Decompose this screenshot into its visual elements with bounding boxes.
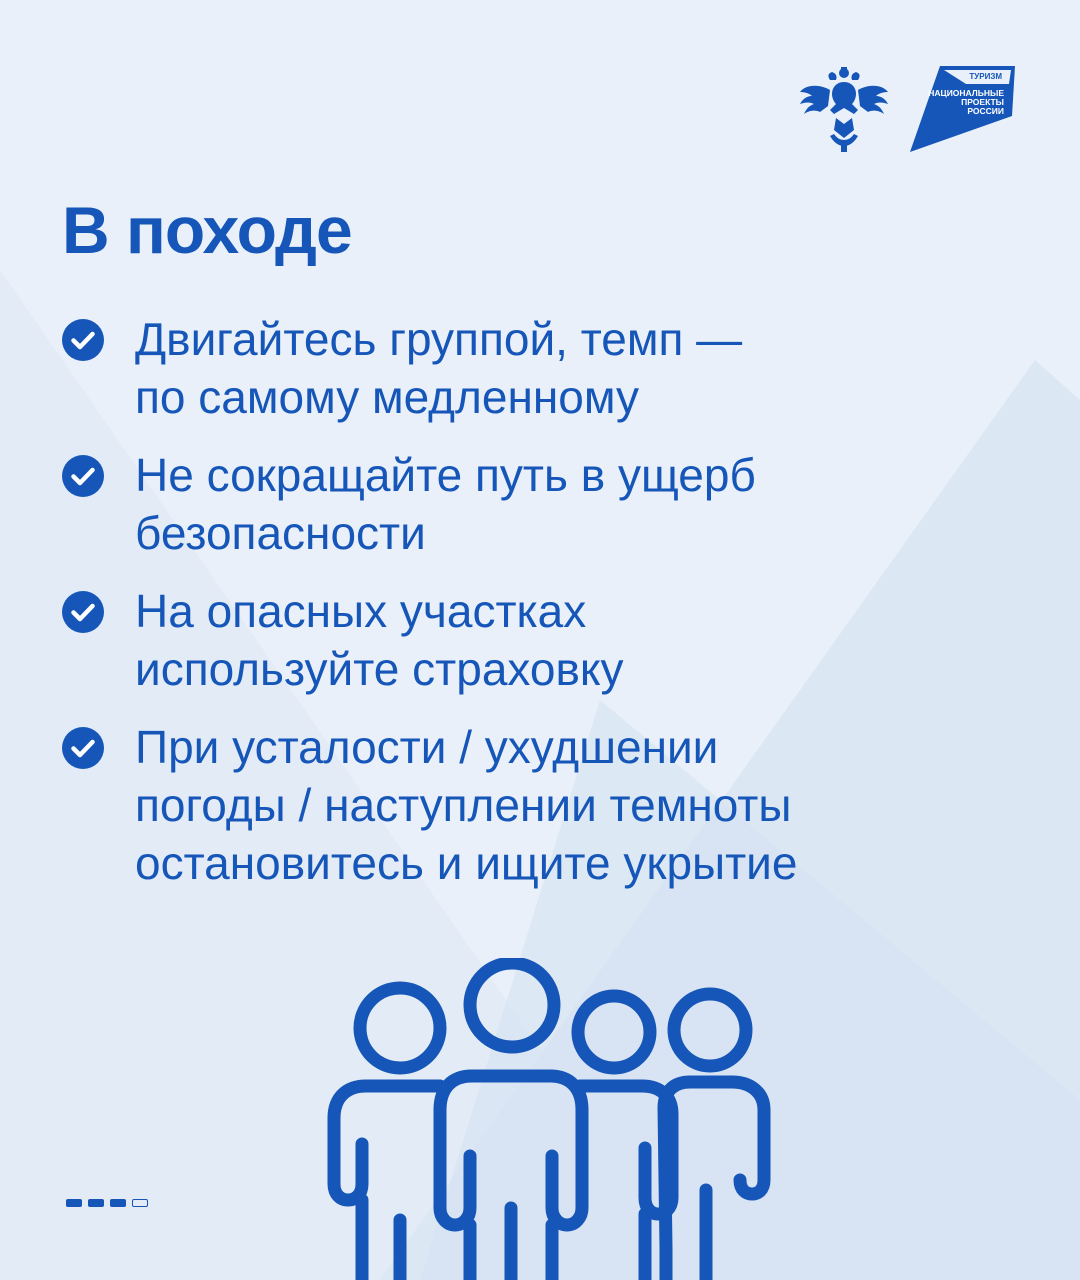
list-item-text: На опасных участках используйте страховку	[135, 585, 624, 695]
check-circle-icon	[62, 591, 104, 633]
pager-dot	[110, 1199, 126, 1207]
list-item	[62, 310, 962, 426]
slide-pager	[66, 1199, 148, 1207]
safety-tips-list	[62, 310, 962, 912]
pager-dot	[132, 1199, 148, 1207]
check-circle-icon	[62, 319, 104, 361]
header-logos	[800, 64, 1020, 156]
pager-dot	[88, 1199, 104, 1207]
list-item	[62, 446, 962, 562]
page-title: В походе	[62, 193, 352, 267]
national-projects-logo	[910, 64, 1020, 154]
svg-text:РОССИИ: РОССИИ	[967, 106, 1004, 116]
list-item-text: Не сокращайте путь в ущерб безопасности	[135, 449, 756, 559]
list-item	[62, 582, 962, 698]
group-of-people-icon	[322, 958, 782, 1280]
coat-of-arms-icon	[800, 64, 888, 154]
svg-text:ПРОЕКТЫ: ПРОЕКТЫ	[961, 97, 1004, 107]
list-item-text: При усталости / ухудшении погоды / наступлении темноты остановитесь и ищите укрытие	[135, 721, 798, 889]
check-circle-icon	[62, 727, 104, 769]
svg-text:НАЦИОНАЛЬНЫЕ: НАЦИОНАЛЬНЫЕ	[928, 88, 1004, 98]
pager-dot	[66, 1199, 82, 1207]
check-circle-icon	[62, 455, 104, 497]
svg-text:ТУРИЗМ: ТУРИЗМ	[969, 72, 1002, 81]
list-item-text: Двигайтесь группой, темп — по самому медленному	[135, 313, 743, 423]
list-item	[62, 718, 962, 892]
